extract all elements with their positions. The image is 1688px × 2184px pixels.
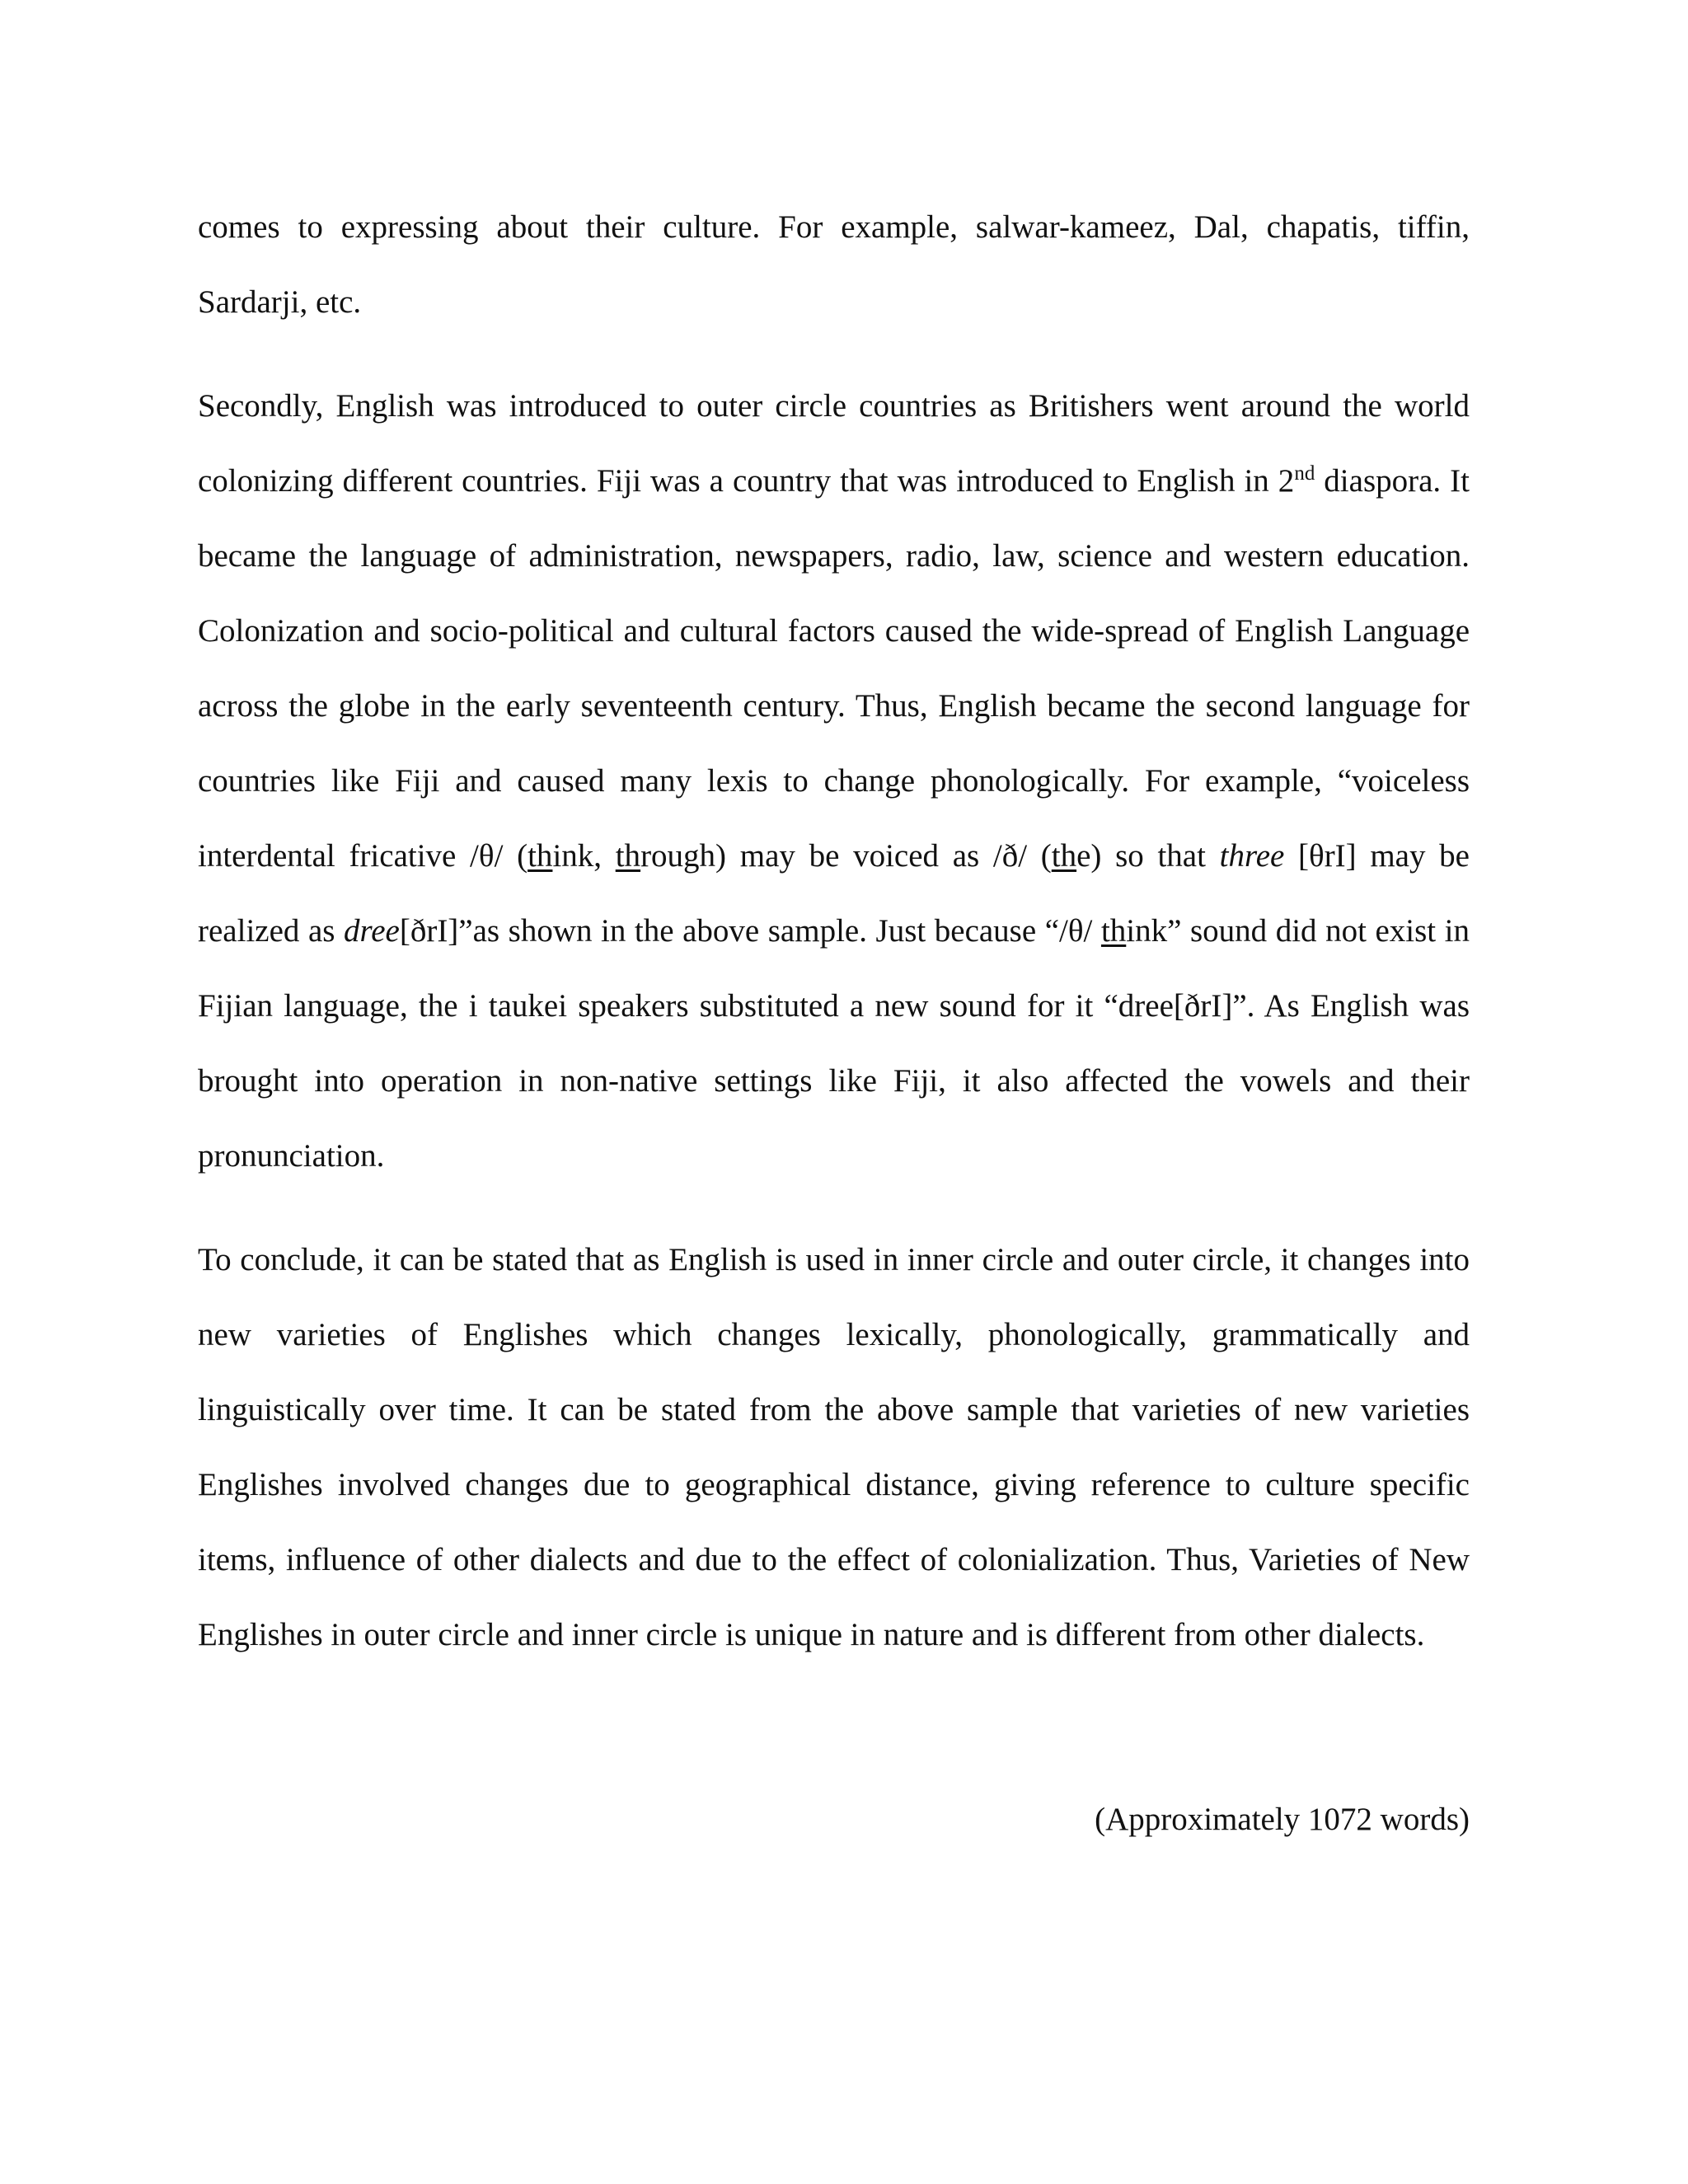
underlined-digraph: th: [1051, 838, 1077, 874]
text-segment: rough) may be voiced as /ð/ (: [640, 838, 1052, 874]
superscript-ordinal: nd: [1294, 462, 1315, 485]
paragraph-conclusion: [198, 1222, 1470, 1672]
text-segment: [ðrI]”as shown in the above sample. Just because “/θ/: [399, 913, 1101, 949]
paragraph-text: comes to expressing about their culture. For example, salwar-kameez, Dal, chapatis, tiffin, Sardarji, etc.: [198, 209, 1470, 320]
text-segment: Secondly, English was introduced to outer circle countries as Britishers went around the world colonizing different countries. Fiji was a country that was introduced to English in 2: [198, 388, 1470, 499]
text-segment: [θrI] may be realized as: [198, 838, 1470, 949]
text-segment: diaspora. It became the language of administration, newspapers, radio, law, science and western education. Colonization and socio-political and cultural factors caused the wide-spread of English Language across the globe in the early seventeenth century. Thus, English became the second language for countries like Fiji and caused many lexis to change phonologically. For example, “voiceless interdental fricative /θ/ (: [198, 463, 1470, 874]
word-count-note: (Approximately 1072 words): [1095, 1802, 1470, 1837]
paragraph-fiji-english: [198, 368, 1470, 1193]
text-segment: ink” sound did not exist in Fijian language, the i taukei speakers substituted a new sound for it “dree[ðrI]”. As English was brought into operation in non-native settings like Fiji, it also affected the vowels and their pronunciation.: [198, 913, 1470, 1174]
italic-word: three: [1219, 838, 1285, 874]
underlined-digraph: th: [615, 838, 641, 874]
text-segment: ink,: [552, 838, 616, 874]
document-body: [198, 190, 1470, 1672]
underlined-digraph: th: [528, 838, 553, 874]
underlined-digraph: th: [1100, 913, 1127, 949]
text-segment: e) so that: [1076, 838, 1220, 874]
italic-word: dree: [343, 913, 400, 949]
paragraph-text: To conclude, it can be stated that as English is used in inner circle and outer circle, it changes into new varieties of Englishes which changes lexically, phonologically, grammatically and linguistically over time. It can be stated from the above sample that varieties of new varieties Englishes involved changes due to geographical distance, giving reference to culture specific items, influence of other dialects and due to the effect of colonialization. Thus, Varieties of New Englishes in outer circle and inner circle is unique in nature and is different from other dialects.: [198, 1242, 1470, 1652]
paragraph-culture-examples: [198, 190, 1470, 340]
